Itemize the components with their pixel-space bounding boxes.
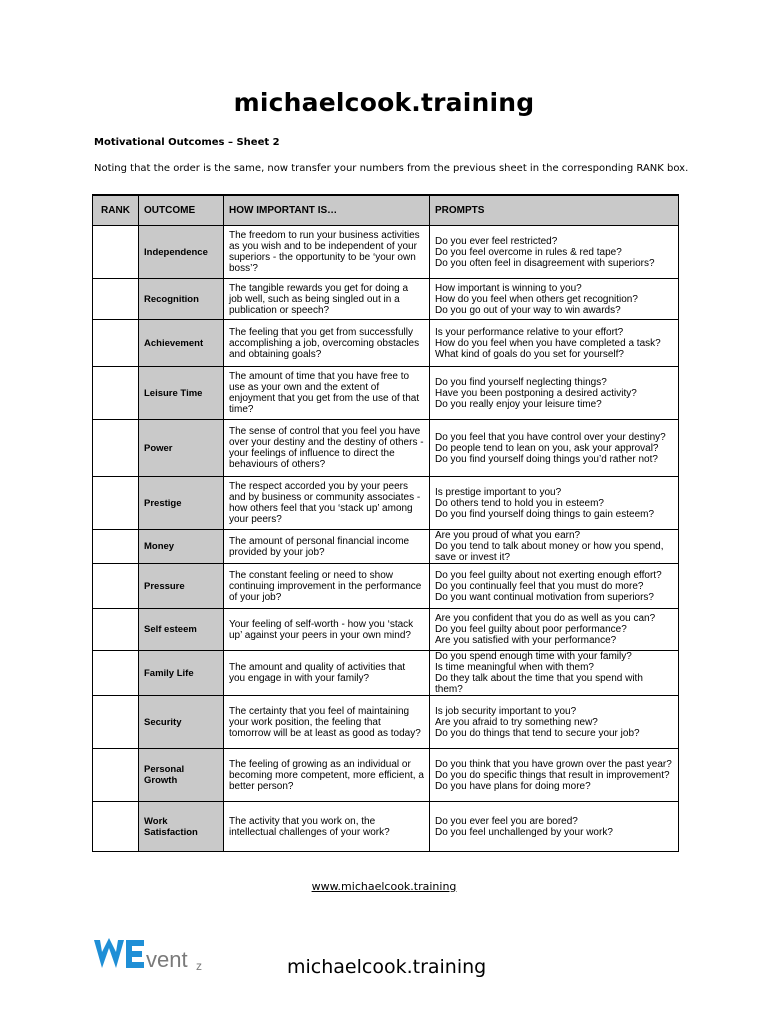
how-important-cell: The feeling of growing as an individual or becoming more competent, more efficient, a better person? <box>224 749 430 802</box>
prompts-cell <box>430 696 679 749</box>
table-row <box>93 226 679 279</box>
how-important-cell: The tangible rewards you get for doing a job well, such as being singled out in a publication or speech? <box>224 279 430 320</box>
how-important-cell: The amount and quality of activities that you engage in with your family? <box>224 651 430 696</box>
prompt-line: What kind of goals do you set for yourself? <box>435 348 624 360</box>
prompts-cell <box>430 279 679 320</box>
prompt-line: Is job security important to you? <box>435 705 577 717</box>
header-outcome: OUTCOME <box>139 195 224 226</box>
prompt-line: Do you feel that you have control over your destiny? <box>435 431 666 443</box>
logo-e-mark <box>126 940 144 968</box>
rank-input-cell[interactable] <box>93 802 139 852</box>
prompt-line: Do you want continual motivation from superiors? <box>435 591 654 603</box>
rank-input-cell[interactable] <box>93 226 139 279</box>
how-important-cell: Your feeling of self-worth - how you ‘stack up’ against your peers in your own mind? <box>224 609 430 651</box>
prompt-line: Are you afraid to try something new? <box>435 716 598 728</box>
prompt-line: Do you really enjoy your leisure time? <box>435 398 602 410</box>
prompt-line: Do you continually feel that you must do more? <box>435 580 644 592</box>
outcome-cell: Independence <box>139 226 224 279</box>
prompt-line: Do you spend enough time with your family? <box>435 651 632 662</box>
rank-input-cell[interactable] <box>93 477 139 530</box>
outcome-cell: Achievement <box>139 320 224 367</box>
table-row <box>93 279 679 320</box>
outcome-cell: Pressure <box>139 564 224 609</box>
prompt-line: Do you do things that tend to secure your job? <box>435 727 640 739</box>
prompt-line: Do you feel overcome in rules & red tape? <box>435 246 622 258</box>
prompts-cell <box>430 530 679 564</box>
sheet-title: Motivational Outcomes – Sheet 2 <box>94 137 280 148</box>
prompt-line: Are you confident that you do as well as you can? <box>435 613 656 624</box>
prompt-line: How do you feel when you have completed a task? <box>435 337 661 349</box>
prompt-line: Do you think that you have grown over the past year? <box>435 758 672 770</box>
how-important-cell: The amount of personal financial income provided by your job? <box>224 530 430 564</box>
rank-input-cell[interactable] <box>93 749 139 802</box>
prompts-cell <box>430 609 679 651</box>
rank-input-cell[interactable] <box>93 367 139 420</box>
prompts-cell <box>430 749 679 802</box>
prompt-line: Do they talk about the time that you spend with them? <box>435 673 643 695</box>
instruction-text: Noting that the order is the same, now transfer your numbers from the previous sheet in the corresponding RANK box. <box>94 163 689 174</box>
table-header-row <box>93 195 679 226</box>
footer-brand-text: michaelcook.training <box>287 956 487 978</box>
prompt-line: Is prestige important to you? <box>435 486 562 498</box>
prompts-cell <box>430 802 679 852</box>
header-how-important: HOW IMPORTANT IS… <box>224 195 430 226</box>
table-row <box>93 802 679 852</box>
footer-link[interactable]: www.michaelcook.training <box>311 880 457 893</box>
how-important-cell: The activity that you work on, the intellectual challenges of your work? <box>224 802 430 852</box>
prompt-line: Do you feel guilty about not exerting enough effort? <box>435 569 662 581</box>
prompts-cell <box>430 420 679 477</box>
prompt-line: Is time meaningful when with them? <box>435 662 594 673</box>
prompt-line: Do you feel unchallenged by your work? <box>435 826 613 838</box>
prompts-cell <box>430 367 679 420</box>
table-row <box>93 477 679 530</box>
table-row <box>93 530 679 564</box>
table-row <box>93 564 679 609</box>
site-title: michaelcook.training <box>233 88 535 117</box>
outcome-cell: Power <box>139 420 224 477</box>
how-important-cell: The sense of control that you feel you have over your destiny and the destiny of others - your feelings of influence to direct the behaviours of others? <box>224 420 430 477</box>
prompt-line: Do you ever feel you are bored? <box>435 815 578 827</box>
rank-input-cell[interactable] <box>93 530 139 564</box>
rank-input-cell[interactable] <box>93 279 139 320</box>
table-row <box>93 749 679 802</box>
how-important-cell: The constant feeling or need to show continuing improvement in the performance of your job? <box>224 564 430 609</box>
rank-input-cell[interactable] <box>93 696 139 749</box>
outcome-cell: Recognition <box>139 279 224 320</box>
prompt-line: Do you find yourself doing things you’d rather not? <box>435 453 658 465</box>
prompt-line: Is your performance relative to your effort? <box>435 326 624 338</box>
outcome-cell: Security <box>139 696 224 749</box>
outcomes-table <box>92 194 679 852</box>
outcome-cell: Work Satisfaction <box>139 802 224 852</box>
prompts-cell <box>430 564 679 609</box>
prompt-line: Do you feel guilty about poor performance? <box>435 624 627 635</box>
prompt-line: Do you find yourself doing things to gain esteem? <box>435 508 655 520</box>
how-important-cell: The respect accorded you by your peers and by business or community associates - how others feel that you ‘stack up’ among your peers? <box>224 477 430 530</box>
prompt-line: Do you go out of your way to win awards? <box>435 304 621 316</box>
how-important-cell: The amount of time that you have free to use as your own and the extent of enjoyment that you get from the use of that time? <box>224 367 430 420</box>
rank-input-cell[interactable] <box>93 564 139 609</box>
rank-input-cell[interactable] <box>93 609 139 651</box>
prompt-line: Do you find yourself neglecting things? <box>435 376 607 388</box>
prompt-line: Have you been postponing a desired activity? <box>435 387 637 399</box>
prompt-line: Do you tend to talk about money or how you spend, save or invest it? <box>435 541 664 563</box>
prompt-line: Do you have plans for doing more? <box>435 780 591 792</box>
prompt-line: How do you feel when others get recognition? <box>435 293 638 305</box>
outcome-cell: Self esteem <box>139 609 224 651</box>
outcome-cell: Money <box>139 530 224 564</box>
prompts-cell <box>430 226 679 279</box>
prompts-cell <box>430 477 679 530</box>
table-row <box>93 320 679 367</box>
prompts-cell <box>430 320 679 367</box>
prompt-line: Do others tend to hold you in esteem? <box>435 497 604 509</box>
header-prompts: PROMPTS <box>430 195 679 226</box>
how-important-cell: The freedom to run your business activities as you wish and to be independent of your superiors - the opportunity to be ‘your own boss’? <box>224 226 430 279</box>
rank-input-cell[interactable] <box>93 320 139 367</box>
outcome-cell: Personal Growth <box>139 749 224 802</box>
header-rank: RANK <box>93 195 139 226</box>
table-row <box>93 609 679 651</box>
how-important-cell: The certainty that you feel of maintaining your work position, the feeling that tomorrow will be at least as good as today? <box>224 696 430 749</box>
rank-input-cell[interactable] <box>93 420 139 477</box>
prompt-line: Do you often feel in disagreement with superiors? <box>435 257 655 269</box>
prompt-line: Are you proud of what you earn? <box>435 530 581 541</box>
wevents-logo <box>92 934 232 974</box>
logo-w-mark <box>94 938 124 968</box>
prompt-line: Are you satisfied with your performance? <box>435 635 617 646</box>
outcome-cell: Prestige <box>139 477 224 530</box>
logo-z: z <box>196 959 202 973</box>
rank-input-cell[interactable] <box>93 651 139 696</box>
how-important-cell: The feeling that you get from successfully accomplishing a job, overcoming obstacles and obtaining goals? <box>224 320 430 367</box>
prompt-line: Do you ever feel restricted? <box>435 235 558 247</box>
outcome-cell: Leisure Time <box>139 367 224 420</box>
prompts-cell <box>430 651 679 696</box>
table-row <box>93 651 679 696</box>
prompt-line: Do people tend to lean on you, ask your approval? <box>435 442 659 454</box>
table-row <box>93 696 679 749</box>
outcome-cell: Family Life <box>139 651 224 696</box>
table-row <box>93 420 679 477</box>
table-row <box>93 367 679 420</box>
logo-word: vent <box>146 947 188 972</box>
prompt-line: Do you do specific things that result in improvement? <box>435 769 670 781</box>
prompt-line: How important is winning to you? <box>435 282 582 294</box>
